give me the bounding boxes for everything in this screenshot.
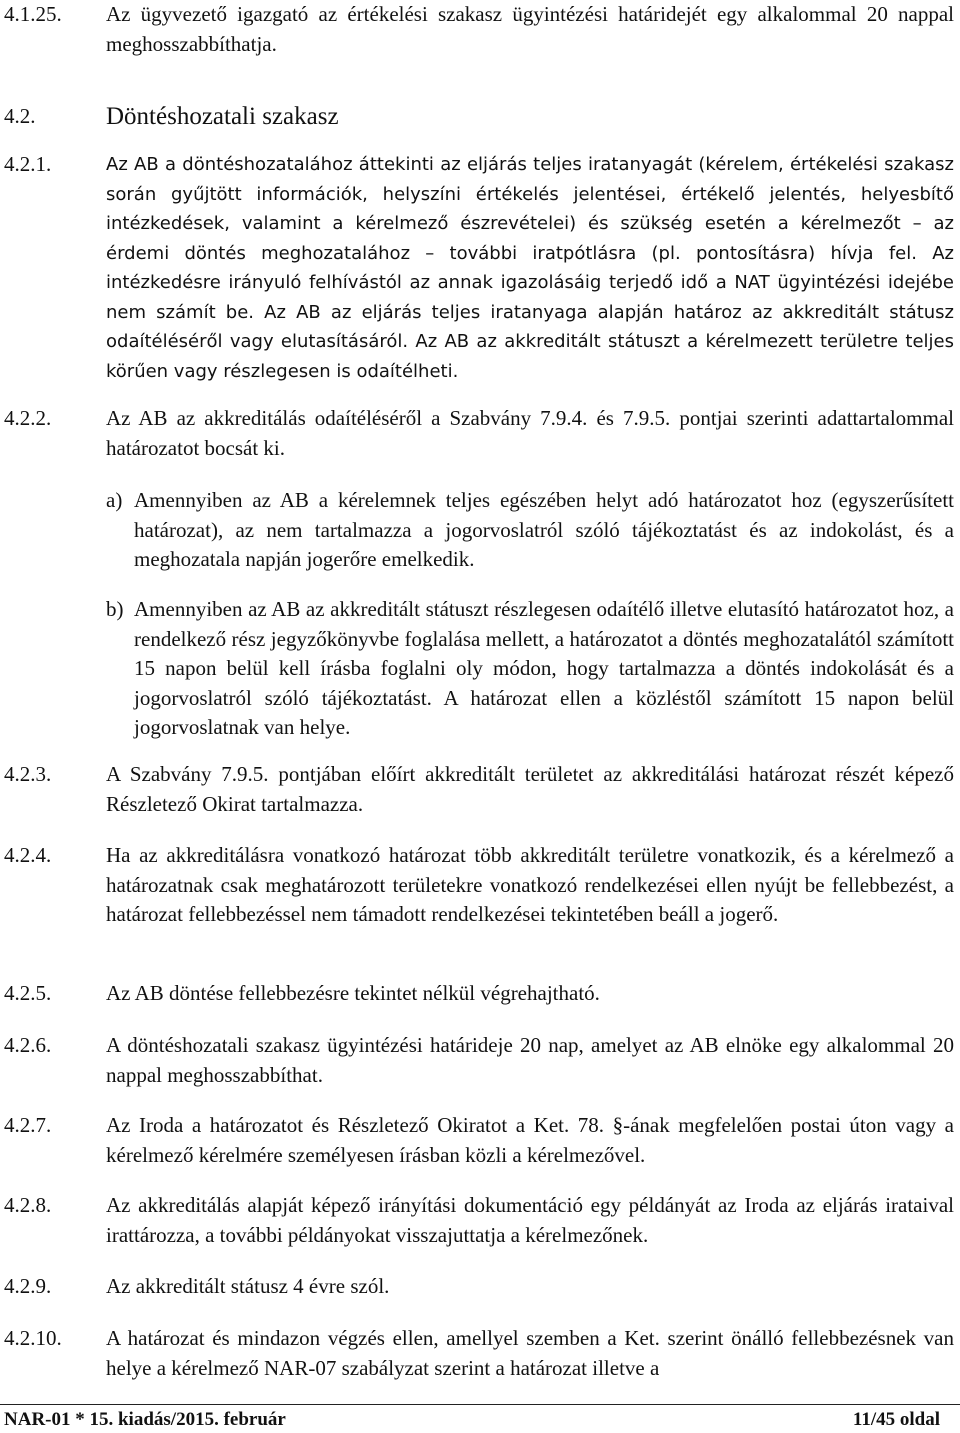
section-text: Az akkreditált státusz 4 évre szól. — [106, 1274, 390, 1298]
section-number: 4.2.2. — [4, 406, 52, 430]
section-text: Az AB a döntéshozatalához áttekinti az eljárás teljes iratanyagát (kérelem, értékelési szakasz során gyűjtött információk, helyszíni értékelés jelentései, értékelő jelentés, helyesbítő intézkedések, valamint a kérelmező észrevételei) és szükség esetén a kérelmezőt – az érdemi döntés meghozatalához – további iratpótlásra (pl. pontosításra) hívja fel. Az intézkedésre irányuló felhívástól az annak igazolásáig terjedő idő a NAT ügyintézési idejébe nem számít be. Az AB az eljárás teljes iratanyaga alapján határoz az akkreditált státusz odaítéléséről vagy elutasításáról. Az AB az akkreditált státuszt a kérelmezett területre teljes körűen vagy részlegesen is odaítélheti. — [106, 154, 954, 382]
section-text: Az ügyvezető igazgató az értékelési szakasz ügyintézési határidejét egy alkalommal 20 nappal meghosszabbíthatja. — [106, 2, 954, 56]
section-number: 4.1.25. — [4, 2, 62, 26]
section-text: Az Iroda a határozatot és Részletező Okiratot a Ket. 78. §-ának megfelelően postai úton vagy a kérelmező kérelmére személyesen írásban közli a kérelmezővel. — [106, 1113, 954, 1167]
section-text: Ha az akkreditálásra vonatkozó határozat több akkreditált területre vonatkozik, és a kérelmező a határozatnak csak meghatározott területekre vonatkozó rendelkezései ellen nyújt be fellebbezést, a határozat fellebbezéssel nem támadott rendelkezései tekintetében beáll a jogerő. — [106, 843, 954, 926]
section-text: Az AB döntése fellebbezésre tekintet nélkül végrehajtható. — [106, 981, 600, 1005]
section-text: A döntéshozatali szakasz ügyintézési határideje 20 nap, amelyet az AB elnöke egy alkalommal 20 nappal meghosszabbíthat. — [106, 1033, 954, 1087]
section-heading: Döntéshozatali szakasz — [106, 103, 339, 130]
subitem-b — [106, 595, 954, 743]
section-number: 4.2. — [4, 104, 36, 128]
footer-page-number: 11/45 oldal — [852, 1409, 940, 1430]
section-text: Az AB az akkreditálás odaítéléséről a Szabvány 7.9.4. és 7.9.5. pontjai szerinti adattartalommal határozatot bocsát ki. — [106, 406, 954, 460]
subitem-label: a) — [106, 488, 123, 512]
subitem-text: Amennyiben az AB a kérelemnek teljes egészében helyt adó határozatot hoz (egyszerűsített határozat), az nem tartalmazza a jogorvoslatról szóló tájékoztatást és az indokolást, és a meghozatala napján jogerőre emelkedik. — [134, 488, 954, 571]
page-footer — [0, 1404, 960, 1433]
section-number: 4.2.8. — [4, 1193, 52, 1217]
section-number: 4.2.3. — [4, 762, 52, 786]
subitem-label: b) — [106, 597, 124, 621]
section-text: A Szabvány 7.9.5. pontjában előírt akkreditált területet az akkreditálási határozat részét képező Részletező Okirat tartalmazza. — [106, 762, 954, 816]
footer-document-id: NAR-01 * 15. kiadás/2015. február — [4, 1409, 286, 1430]
section-number: 4.2.7. — [4, 1113, 52, 1137]
section-number: 4.2.9. — [4, 1274, 52, 1298]
section-number: 4.2.5. — [4, 981, 52, 1005]
section-number: 4.2.10. — [4, 1326, 62, 1350]
section-number: 4.2.1. — [4, 152, 52, 176]
section-text: Az akkreditálás alapját képező irányítási dokumentáció egy példányát az Iroda az eljárás irataival irattározza, a további példányokat visszajuttatja a kérelmezőnek. — [106, 1193, 954, 1247]
section-text: A határozat és mindazon végzés ellen, amellyel szemben a Ket. szerint önálló fellebbezésnek van helye a kérelmező NAR-07 szabályzat szerint a határozat illetve a — [106, 1326, 954, 1380]
section-number: 4.2.6. — [4, 1033, 52, 1057]
subitem-a — [106, 486, 954, 575]
section-number: 4.2.4. — [4, 843, 52, 867]
subitem-text: Amennyiben az AB az akkreditált státuszt részlegesen odaítélő illetve elutasító határozatot hoz, a rendelkező rész jegyzőkönyvbe foglalása mellett, a határozatot a döntés meghozatalától számított 15 napon belül kell írásba foglalni oly módon, hogy tartalmazza a döntés indokolását és a jogorvoslatról szóló tájékoztatást. A határozat ellen a közléstől számított 15 napon belül jogorvoslatnak van helye. — [134, 597, 954, 739]
